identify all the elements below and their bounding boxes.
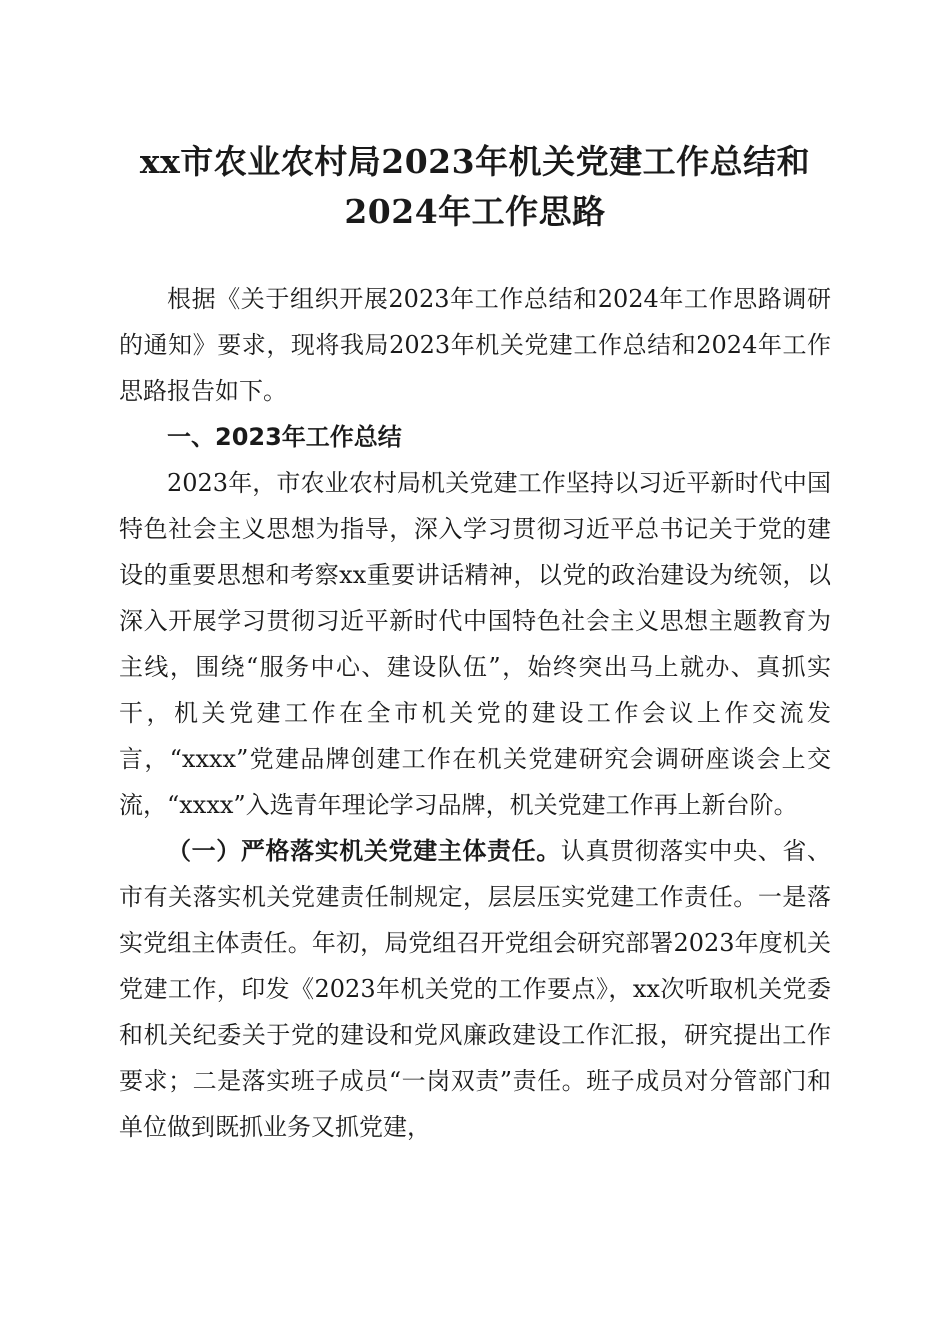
summary-paragraph: 2023年，市农业农村局机关党建工作坚持以习近平新时代中国特色社会主义思想为指导，深入学习贯彻习近平总书记关于党的建设的重要思想和考察xx重要讲话精神，以党的政治建设为统领，以深入开展学习贯彻习近平新时代中国特色社会主义思想主题教育为主线，围绕“服务中心、建设队伍”，始终突出马上就办、真抓实干，机关党建工作在全市机关党的建设工作会议上作交流发言，“xxxx”党建品牌创建工作在机关党建研究会调研座谈会上交流，“xxxx”入选青年理论学习品牌，机关党建工作再上新台阶。 [119, 469, 831, 819]
subsection-body: 认真贯彻落实中央、省、市有关落实机关党建责任制规定，层层压实党建工作责任。一是落实党组主体责任。年初，局党组召开党组会研究部署2023年度机关党建工作，印发《2023年机关党的工作要点》，xx次听取机关党委和机关纪委关于党的建设和党风廉政建设工作汇报，研究提出工作要求；二是落实班子成员“一岗双责”责任。班子成员对分管部门和单位做到既抓业务又抓党建， [119, 837, 832, 1141]
section-heading: 一、2023年工作总结 [167, 423, 402, 451]
document-title [100, 137, 850, 237]
intro-paragraph: 根据《关于组织开展2023年工作总结和2024年工作思路调研的通知》要求，现将我局2023年机关党建工作总结和2024年工作思路报告如下。 [119, 285, 831, 405]
subsection-paragraph [119, 828, 831, 1150]
title-line-2: 2024年工作思路 [344, 192, 606, 231]
subsection-heading: （一）严格落实机关党建主体责任。 [167, 836, 561, 865]
document-body [119, 276, 831, 1150]
title-line-1: xx市农业农村局2023年机关党建工作总结和 [139, 142, 811, 181]
